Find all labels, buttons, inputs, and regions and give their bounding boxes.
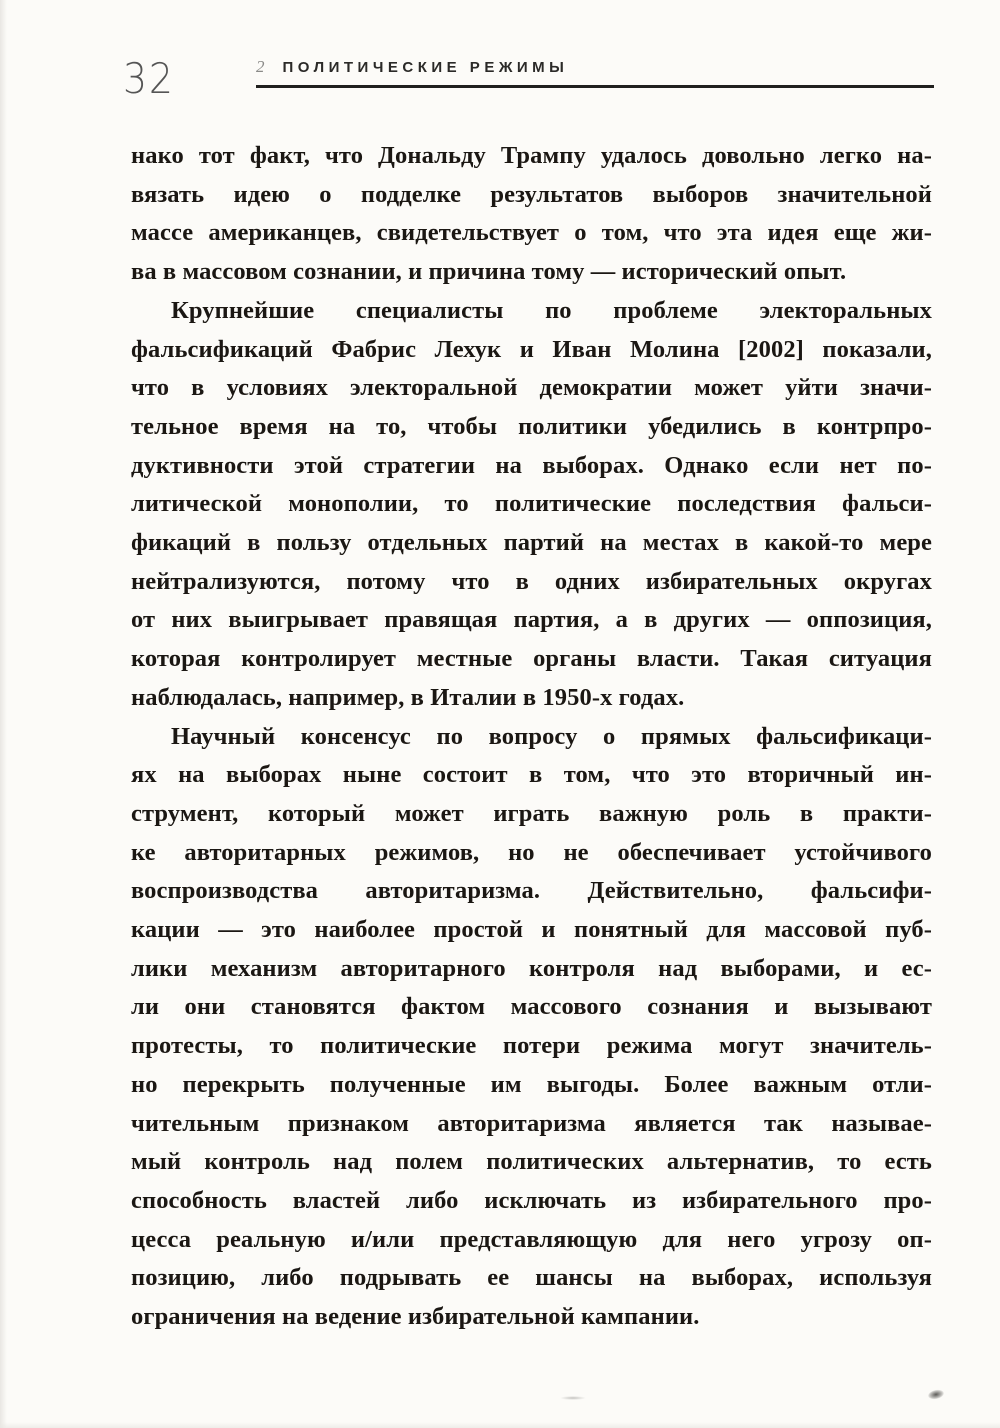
- text-line: воспроизводства авторитаризма. Действительно, фальсифи-: [131, 877, 932, 905]
- text-line: Научный консенсус по вопросу о прямых фальсификаци-: [171, 722, 932, 750]
- paragraph: [131, 137, 932, 292]
- scan-artifact-smudge: [927, 1388, 945, 1400]
- page-number: 32: [123, 54, 175, 103]
- text-line: ке авторитарных режимов, но не обеспечивает устойчивого: [131, 838, 932, 866]
- text-line: что в условиях электоральной демократии может уйти значи-: [131, 374, 932, 402]
- text-line: ли они становятся фактом массового сознания и вызывают: [131, 993, 932, 1021]
- text-line: мый контроль над полем политических альтернатив, то есть: [131, 1148, 932, 1176]
- chapter-number: 2: [256, 57, 265, 76]
- running-head: [256, 56, 934, 78]
- text-line: но перекрыть полученные им выгоды. Более важным отли-: [131, 1070, 932, 1098]
- text-line: фальсификаций Фабрис Лехук и Иван Молина [2002] показали,: [131, 335, 932, 363]
- page-body: [131, 137, 932, 1337]
- chapter-title: ПОЛИТИЧЕСКИЕ РЕЖИМЫ: [282, 59, 569, 76]
- text-line: от них выигрывает правящая партия, а в других — оппозиция,: [131, 606, 932, 634]
- text-line: ях на выборах ныне состоит в том, что это вторичный ин-: [131, 761, 932, 789]
- text-line: цесса реальную и/или представляющую для него угрозу оп-: [131, 1225, 932, 1253]
- text-line: дуктивности этой стратегии на выборах. Однако если нет по-: [131, 451, 932, 479]
- text-line: литической монополии, то политические последствия фальси-: [131, 490, 932, 518]
- text-line: способность властей либо исключать из избирательного про-: [131, 1186, 932, 1214]
- text-line: массе американцев, свидетельствует о том, что эта идея еще жи-: [131, 219, 932, 247]
- paragraph: [131, 718, 932, 1337]
- page-header: [123, 54, 934, 103]
- text-line: наблюдалась, например, в Италии в 1950-х годах.: [131, 683, 685, 711]
- text-line: нейтрализуются, потому что в одних избирательных округах: [131, 567, 932, 595]
- text-line: вязать идею о подделке результатов выборов значительной: [131, 180, 932, 208]
- text-line: Крупнейшие специалисты по проблеме электоральных: [171, 296, 932, 324]
- text-line: кации — это наиболее простой и понятный для массовой пуб-: [131, 916, 932, 944]
- text-line: струмент, который может играть важную роль в практи-: [131, 799, 932, 827]
- scan-artifact-dots: [560, 1396, 586, 1400]
- text-line: тельное время на то, чтобы политики убедились в контрпро-: [131, 412, 932, 440]
- text-line: чительным признаком авторитаризма является так называе-: [131, 1109, 932, 1137]
- text-line: фикаций в пользу отдельных партий на местах в какой-то мере: [131, 529, 932, 557]
- text-line: лики механизм авторитарного контроля над выборами, и ес-: [131, 954, 932, 982]
- paragraph: [131, 292, 932, 718]
- text-line: ограничения на ведение избирательной кампании.: [131, 1303, 700, 1331]
- text-line: позицию, либо подрывать ее шансы на выборах, используя: [131, 1264, 932, 1292]
- text-line: которая контролирует местные органы власти. Такая ситуация: [131, 645, 932, 673]
- text-line: ва в массовом сознании, и причина тому — исторический опыт.: [131, 258, 847, 286]
- text-line: протесты, то политические потери режима могут значитель-: [131, 1032, 932, 1060]
- text-line: нако тот факт, что Дональду Трампу удалось довольно легко на-: [131, 142, 932, 169]
- chapter-header: [256, 56, 934, 88]
